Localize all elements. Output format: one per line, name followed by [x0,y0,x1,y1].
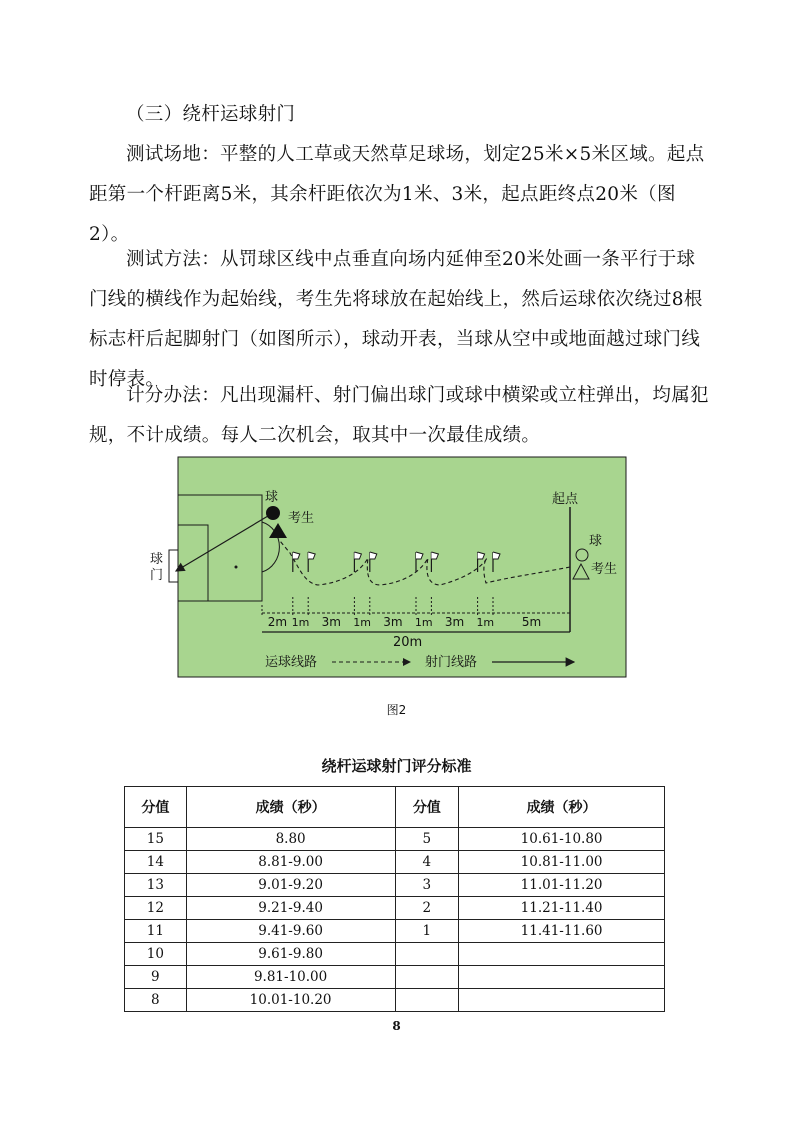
time-cell: 8.81-9.00 [186,851,395,874]
time-cell: 10.81-11.00 [459,851,665,874]
total-distance-label: 20m [393,635,423,650]
score-cell: 9 [125,966,187,989]
time-cell: 9.81-10.00 [186,966,395,989]
scoring-table [124,786,665,1012]
score-cell: 2 [395,897,459,920]
diagram-caption: 图2 [386,703,407,717]
time-cell: 9.61-9.80 [186,943,395,966]
score-cell: 10 [125,943,187,966]
table-row [125,943,665,966]
legend-dribble-label: 运球线路 [265,655,318,670]
legend-shoot-label: 射门线路 [425,655,478,670]
table-row [125,989,665,1012]
table-header-row [125,787,665,828]
distance-label: 1m [291,616,310,629]
score-cell [395,966,459,989]
score-cell: 11 [125,920,187,943]
score-cell: 15 [125,828,187,851]
table-row [125,920,665,943]
time-cell: 9.41-9.60 [186,920,395,943]
distance-label: 2m [267,615,288,629]
table-row [125,966,665,989]
time-cell: 11.01-11.20 [459,874,665,897]
table-row [125,874,665,897]
ball-start-label: 球 [589,534,603,549]
header-time-1: 成绩（秒） [186,787,395,828]
time-cell: 11.21-11.40 [459,897,665,920]
ball-end [266,506,280,520]
table-row [125,897,665,920]
time-cell: 8.80 [186,828,395,851]
field-diagram [140,455,630,680]
ball-end-label: 球 [265,490,279,505]
distance-label: 1m [476,616,495,629]
header-time-2: 成绩（秒） [459,787,665,828]
time-cell: 11.41-11.60 [459,920,665,943]
section-heading: （三）绕杆运球射门 [126,104,296,125]
time-cell [459,989,665,1012]
score-cell: 4 [395,851,459,874]
distance-label: 5m [521,615,542,629]
test-venue-paragraph: 测试场地：平整的人工草或天然草足球场，划定25米×5米区域。起点距第一个杆距离5米，其余杆距依次为1米、3米，起点距终点20米（图2）。 [89,144,705,245]
score-cell: 12 [125,897,187,920]
time-cell: 9.21-9.40 [186,897,395,920]
score-cell: 5 [395,828,459,851]
goal-label-2: 门 [150,568,164,583]
time-cell: 9.01-9.20 [186,874,395,897]
examinee-end-label: 考生 [288,511,315,526]
score-cell [395,943,459,966]
table-row [125,828,665,851]
score-cell: 14 [125,851,187,874]
goal-label-1: 球 [150,552,164,567]
header-score-2: 分值 [395,787,459,828]
time-cell: 10.61-10.80 [459,828,665,851]
test-method-paragraph: 测试方法：从罚球区线中点垂直向场内延伸至20米处画一条平行于球门线的横线作为起始线，考生先将球放在起始线上，然后运球依次绕过8根标志杆后起脚射门（如图所示），球动开表，当球从空中或地面越过球门线时停表。 [89,249,703,390]
scoring-method-paragraph: 计分办法：凡出现漏杆、射门偏出球门或球中横梁或立柱弹出，均属犯规，不计成绩。每人二次机会，取其中一次最佳成绩。 [89,385,709,446]
start-label: 起点 [552,492,579,507]
examinee-start-label: 考生 [591,562,618,577]
distance-label: 1m [414,616,433,629]
time-cell: 10.01-10.20 [186,989,395,1012]
score-cell: 8 [125,989,187,1012]
header-score-1: 分值 [125,787,187,828]
distance-label: 3m [383,615,403,629]
distance-label: 1m [353,616,371,629]
distance-label: 3m [444,615,465,629]
time-cell [459,943,665,966]
goal [169,550,178,582]
table-title: 绕杆运球射门评分标准 [321,757,472,775]
score-cell: 3 [395,874,459,897]
page-number: 8 [392,1019,401,1033]
time-cell [459,966,665,989]
table-row [125,851,665,874]
score-cell: 13 [125,874,187,897]
distance-label: 3m [321,615,341,629]
score-cell: 1 [395,920,459,943]
penalty-spot [235,566,238,569]
score-cell [395,989,459,1012]
